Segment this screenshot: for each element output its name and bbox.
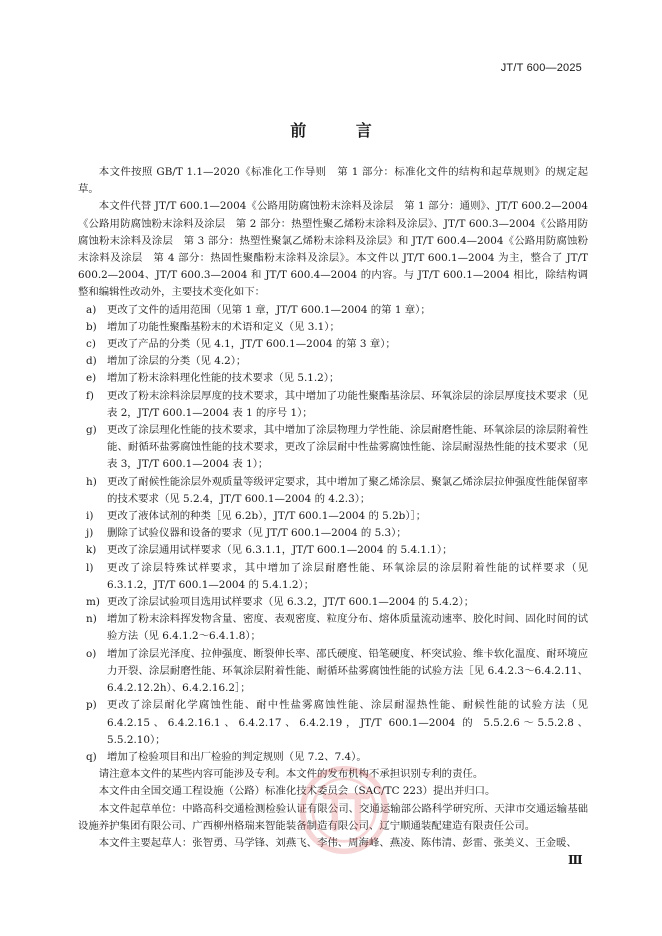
list-item-text: 更改了涂层耐化学腐蚀性能、耐中性盐雾腐蚀性能、涂层耐湿热性能、耐候性能的试验方法（见 6.4.2.15、6.4.2.16.1、6.4.2.17、6.4.2.19，JT/T 600.1—2004 的 5.5.2.6～5.5.2.8、5.5.2.10）； bbox=[107, 699, 588, 746]
list-item-text: 增加了粉末涂料挥发物含量、密度、表观密度、粒度分布、熔体质量流动速率、胶化时间、固化时间的试验方法（见 6.4.1.2～6.4.1.8）； bbox=[107, 613, 588, 643]
list-item-text: 更改了涂层理化性能的技术要求，其中增加了涂层物理力学性能、涂层耐磨性能、环氧涂层的涂层附着性能、耐循环盐雾腐蚀性能的技术要求，更改了涂层耐中性盐雾腐蚀性能、涂层耐湿热性能的技术要求（见表 3，JT/T 600.1—2004 表 1）； bbox=[107, 424, 588, 471]
list-item-text: 增加了功能性聚酯基粉末的术语和定义（见 3.1）； bbox=[107, 320, 340, 333]
list-marker: n) bbox=[86, 613, 97, 626]
paragraph-drafting-units: 本文件起草单位：中路高科交通检测检验认证有限公司、交通运输部公路科学研究所、天津市交通运输基础设施养护集团有限公司、广西柳州格瑞来智能装备制造有限公司、辽宁顺通装配建造有限责任公司。 bbox=[78, 802, 588, 832]
list-item-text: 更改了文件的适用范围（见第 1 章，JT/T 600.1—2004 的第 1 章）； bbox=[107, 303, 431, 316]
page-title: 前 言 bbox=[290, 121, 394, 140]
list-item bbox=[78, 370, 588, 387]
list-marker: m) bbox=[86, 596, 100, 609]
standard-code: JT/T 600—2025 bbox=[500, 62, 582, 74]
list-marker: o) bbox=[86, 647, 97, 660]
list-item bbox=[78, 749, 588, 766]
list-item bbox=[78, 697, 588, 749]
list-marker: g) bbox=[86, 424, 97, 437]
list-item bbox=[78, 508, 588, 525]
list-item bbox=[78, 388, 588, 422]
list-item bbox=[78, 611, 588, 645]
list-item bbox=[78, 646, 588, 698]
list-marker: d) bbox=[86, 355, 97, 368]
changes-list bbox=[78, 302, 588, 766]
list-marker: k) bbox=[86, 544, 97, 557]
list-item bbox=[78, 594, 588, 611]
list-marker: f) bbox=[86, 389, 94, 402]
list-marker: e) bbox=[86, 372, 97, 385]
list-item-text: 更改了耐候性能涂层外观质量等级评定要求，其中增加了聚乙烯涂层、聚氯乙烯涂层拉伸强度性能保留率的技术要求（见 5.2.4，JT/T 600.1—2004 的 4.2.3）； bbox=[107, 475, 588, 505]
list-item bbox=[78, 353, 588, 370]
list-item-text: 删除了试验仪器和设备的要求（见 JT/T 600.1—2004 的 5.3）； bbox=[107, 527, 407, 540]
list-item-text: 更改了涂层特殊试样要求，其中增加了涂层耐磨性能、环氧涂层的涂层附着性能的试样要求（见 6.3.1.2，JT/T 600.1—2004 的 5.4.1.2）； bbox=[107, 561, 588, 591]
list-marker: c) bbox=[86, 338, 96, 351]
list-item-text: 增加了涂层光泽度、拉伸强度、断裂伸长率、邵氏硬度、铅笔硬度、杯突试验、维卡软化温度、耐环境应力开裂、涂层耐磨性能、环氧涂层附着性能、耐循环盐雾腐蚀性能的试验方法［见 6.4.2.3～6.4.2.11、6.4.2.12.2h）、6.4.2.16.2］； bbox=[107, 647, 588, 695]
list-marker: a) bbox=[86, 303, 97, 316]
list-item bbox=[78, 422, 588, 474]
list-marker: p) bbox=[86, 699, 97, 712]
list-item-text: 更改了涂层试验项目选用试样要求（见 6.3.2，JT/T 600.1—2004 的 5.4.2）； bbox=[107, 596, 475, 609]
list-item-text: 增加了检验项目和出厂检验的判定规则（见 7.2、7.4）。 bbox=[107, 750, 367, 763]
list-item bbox=[78, 302, 588, 319]
list-marker: b) bbox=[86, 320, 97, 333]
list-marker: i) bbox=[86, 510, 94, 523]
list-item-text: 更改了粉末涂料涂层厚度的技术要求，其中增加了功能性聚酯基涂层、环氧涂层的涂层厚度技术要求（见表 2，JT/T 600.1—2004 表 1 的序号 1）； bbox=[107, 389, 588, 419]
page-number: Ⅲ bbox=[568, 853, 583, 867]
paragraph-drafters: 本文件主要起草人：张智勇、马学锋、刘燕飞、李伟、周海峰、燕凌、陈伟清、彭雷、张美义、王金暖、 bbox=[98, 836, 577, 849]
list-marker: l) bbox=[86, 561, 94, 574]
list-item-text: 增加了粉末涂料理化性能的技术要求（见 5.1.2）； bbox=[107, 372, 340, 385]
list-item-text: 更改了产品的分类（见 4.1，JT/T 600.1—2004 的第 3 章）； bbox=[107, 338, 396, 351]
list-marker: q) bbox=[86, 750, 97, 763]
paragraph-drafting-rules: 本文件按照 GB/T 1.1—2020《标准化工作导则 第 1 部分：标准化文件的结构和起草规则》的规定起草。 bbox=[78, 166, 588, 196]
list-item bbox=[78, 474, 588, 508]
paragraph-replacement: 本文件代替 JT/T 600.1—2004《公路用防腐蚀粉末涂料及涂层 第 1 部分：通则》、JT/T 600.2—2004《公路用防腐蚀粉末涂料及涂层 第 2 部分：热塑性聚乙烯粉末涂料及涂层》、JT/T 600.3—2004《公路用防腐蚀粉末涂料及涂层 第 3 部分：热塑性聚氯乙烯粉末涂料及涂层》和 JT/T 600.4—2004《公路用防腐蚀粉末涂料及涂层 第 4 部分：热固性聚酯粉末涂料及涂层》。本文件以 JT/T 600.1—2004 为主，整合了 JT/T 600.2—2004、JT/T 600.3—2004 和 JT/T 600.4—2004 的内容。与 JT/T 600.1—2004 相比，除结构调整和编辑性改动外，主要技术变化如下： bbox=[78, 200, 588, 299]
list-item-text: 更改了涂层通用试样要求（见 6.3.1.1，JT/T 600.1—2004 的 5.4.1.1）； bbox=[107, 544, 453, 557]
list-item bbox=[78, 336, 588, 353]
list-item-text: 增加了涂层的分类（见 4.2）； bbox=[107, 355, 247, 368]
list-item bbox=[78, 542, 588, 559]
foreword-body bbox=[78, 164, 588, 852]
list-item bbox=[78, 525, 588, 542]
list-marker: j) bbox=[86, 527, 94, 540]
paragraph-patent-notice: 请注意本文件的某些内容可能涉及专利。本文件的发布机构不承担识别专利的责任。 bbox=[98, 768, 484, 781]
list-item-text: 更改了液体试剂的种类［见 6.2b），JT/T 600.1—2004 的 5.2b）］； bbox=[107, 510, 427, 523]
list-item bbox=[78, 319, 588, 336]
paragraph-committee: 本文件由全国交通工程设施（公路）标准化技术委员会（SAC/TC 223）提出并归口。 bbox=[98, 785, 496, 798]
list-marker: h) bbox=[86, 475, 97, 488]
list-item bbox=[78, 560, 588, 594]
